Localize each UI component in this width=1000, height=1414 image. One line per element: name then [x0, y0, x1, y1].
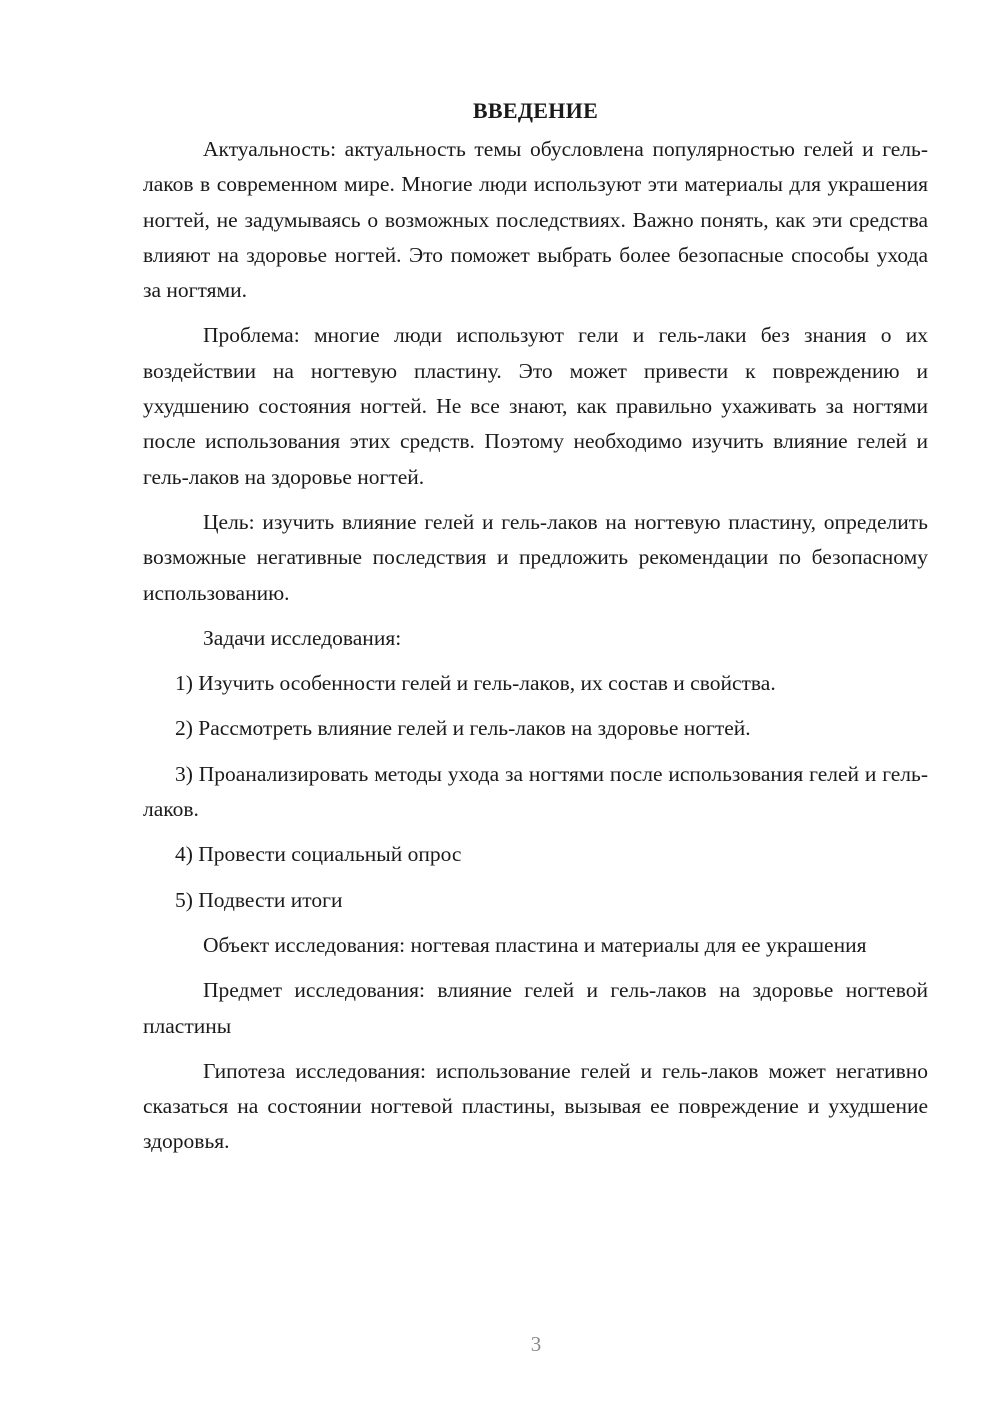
paragraph-problem: Проблема: многие люди используют гели и гель-лаки без знания о их воздействии на ногтевую пластину. Это может привести к повреждению и ухудшению состояния ногтей. Не все знают, как правильно ухаживать за ногтями после использования этих средств. Поэтому необходимо изучить влияние гелей и гель-лаков на здоровье ногтей. [143, 323, 928, 489]
section-title: ВВЕДЕНИЕ [472, 98, 599, 123]
paragraph-object: Объект исследования: ногтевая пластина и материалы для ее украшения [203, 932, 867, 957]
task-item-4: 4) Провести социальный опрос [175, 842, 462, 867]
paragraph-hypothesis: Гипотеза исследования: использование гелей и гель-лаков может негативно сказаться на состоянии ногтевой пластины, вызывая ее повреждение и ухудшение здоровья. [143, 1058, 928, 1154]
paragraph-tasks-heading: Задачи исследования: [203, 625, 402, 650]
task-item-1: 1) Изучить особенности гелей и гель-лаков, их состав и свойства. [175, 671, 776, 696]
task-item-2: 2) Рассмотреть влияние гелей и гель-лаков на здоровье ногтей. [175, 716, 751, 741]
paragraph-relevance: Актуальность: актуальность темы обусловлена популярностью гелей и гель-лаков в современном мире. Многие люди используют эти материалы для украшения ногтей, не задумываясь о возможных последствиях. Важно понять, как эти средства влияют на здоровье ногтей. Это поможет выбрать более безопасные способы ухода за ногтями. [143, 137, 928, 303]
task-item-3: 3) Проанализировать методы ухода за ногтями после использования гелей и гель-лаков. [143, 761, 928, 822]
paragraph-subject: Предмет исследования: влияние гелей и гель-лаков на здоровье ногтевой пластины [143, 978, 928, 1038]
task-item-5: 5) Подвести итоги [175, 887, 343, 912]
document-page [143, 96, 928, 1170]
paragraph-goal: Цель: изучить влияние гелей и гель-лаков на ногтевую пластину, определить возможные негативные последствия и предложить рекомендации по безопасному использованию. [143, 509, 928, 605]
page-number: 3 [530, 1332, 542, 1356]
